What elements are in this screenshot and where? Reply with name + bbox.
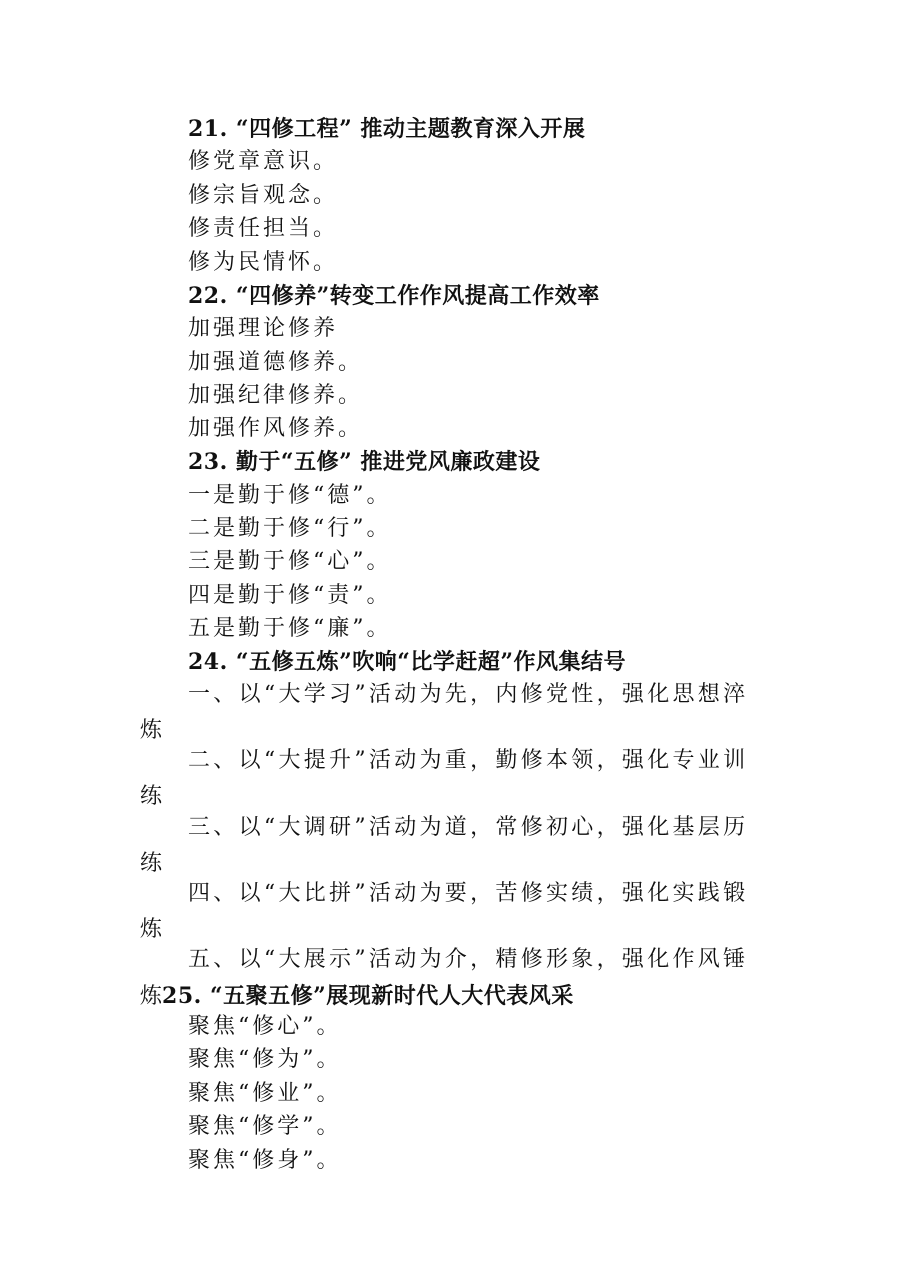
item-line-2: 练 [140, 851, 163, 876]
section-21-item: 修宗旨观念。 [188, 183, 339, 208]
section-21-item: 修党章意识。 [188, 149, 339, 174]
section-25-item: 聚焦“修为”。 [188, 1047, 342, 1072]
section-21-item: 修为民情怀。 [188, 250, 339, 275]
section-22-item: 加强纪律修养。 [188, 383, 364, 408]
section-22-heading: 22. “四修养”转变工作作风提高工作效率 [188, 283, 600, 309]
section-24-item [140, 746, 770, 812]
section-24-item [140, 813, 770, 879]
section-24-item [140, 945, 770, 1012]
section-24-item [140, 879, 770, 945]
section-22-item: 加强理论修养 [188, 316, 339, 341]
section-22-item: 加强作风修养。 [188, 416, 364, 441]
item-line-1: 四、以“大比拼”活动为要，苦修实绩，强化实践锻 [188, 881, 749, 906]
item-line-2: 练 [140, 784, 163, 809]
section-23-heading: 23. 勤于“五修” 推进党风廉政建设 [188, 449, 541, 475]
item-line-1: 一、以“大学习”活动为先，内修党性，强化思想淬 [188, 682, 749, 707]
section-22-item: 加强道德修养。 [188, 350, 364, 375]
item-line-1: 三、以“大调研”活动为道，常修初心，强化基层历 [188, 815, 749, 840]
item-line-1: 五、以“大展示”活动为介，精修形象，强化作风锤 [188, 947, 749, 972]
section-25-item: 聚焦“修身”。 [188, 1148, 342, 1173]
section-24-heading: 24. “五修五炼”吹响“比学赶超”作风集结号 [188, 649, 627, 675]
section-25-heading: 25. “五聚五修”展现新时代人大代表风采 [162, 983, 574, 1009]
section-25-item: 聚焦“修业”。 [188, 1081, 342, 1106]
section-23-item: 一是勤于修“德”。 [188, 483, 392, 508]
section-24-item [140, 680, 770, 746]
item-line-1: 二、以“大提升”活动为重，勤修本领，强化专业训 [188, 748, 749, 773]
item-line-2: 炼 [140, 984, 163, 1009]
section-23-item: 三是勤于修“心”。 [188, 549, 392, 574]
section-21-heading: 21. “四修工程” 推动主题教育深入开展 [188, 116, 586, 142]
item-line-2: 炼 [140, 917, 163, 942]
section-23-item: 四是勤于修“责”。 [188, 583, 392, 608]
item-line-2-with-heading [140, 981, 770, 1012]
section-23-item: 二是勤于修“行”。 [188, 516, 392, 541]
section-23-item: 五是勤于修“廉”。 [188, 616, 392, 641]
section-21-item: 修责任担当。 [188, 216, 339, 241]
item-line-2: 炼 [140, 718, 163, 743]
section-25-item: 聚焦“修心”。 [188, 1014, 342, 1039]
section-25-item: 聚焦“修学”。 [188, 1114, 342, 1139]
